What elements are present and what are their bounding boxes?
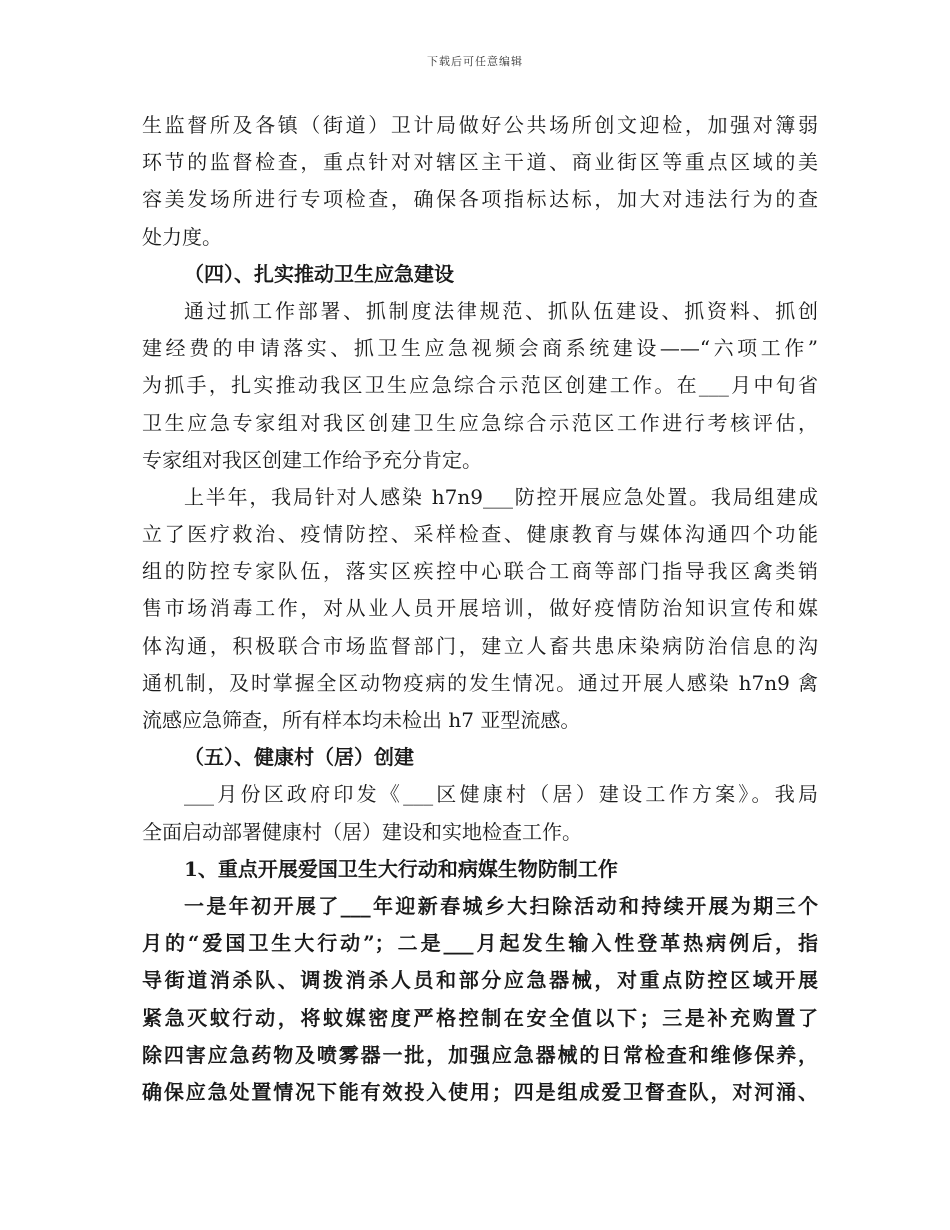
- paragraph-line: 体沟通，积极联合市场监督部门，建立人畜共患床染病防治信息的沟: [142, 633, 818, 658]
- bold-paragraph-line: 导街道消杀队、调拨消杀人员和部分应急器械，对重点防控区域开展: [142, 968, 818, 993]
- paragraph-line: 为抓手，扎实推动我区卫生应急综合示范区创建工作。在___月中旬省: [142, 373, 818, 398]
- bold-paragraph-line: 确保应急处置情况下能有效投入使用；四是组成爱卫督查队，对河涌、: [142, 1079, 818, 1104]
- paragraph-line: 售市场消毒工作，对从业人员开展培训，做好疫情防治知识宣传和媒: [142, 596, 818, 621]
- bold-paragraph-line: 一是年初开展了___年迎新春城乡大扫除活动和持续开展为期三个: [184, 893, 818, 918]
- paragraph-line: 立了医疗救治、疫情防控、采样检查、健康教育与媒体沟通四个功能: [142, 522, 818, 547]
- paragraph-line: 全面启动部署健康村（居）建设和实地检查工作。: [142, 819, 582, 844]
- paragraph-line: 通机制，及时掌握全区动物疫病的发生情况。通过开展人感染 h7n9 禽: [142, 670, 818, 695]
- paragraph-line: 通过抓工作部署、抓制度法律规范、抓队伍建设、抓资料、抓创: [184, 298, 818, 323]
- paragraph-line: 生监督所及各镇（街道）卫计局做好公共场所创文迎检，加强对簿弱: [142, 113, 818, 137]
- section-heading-5: （五）、健康村（居）创建: [184, 745, 414, 770]
- paragraph-line: 专家组对我区创建工作给予充分肯定。: [142, 447, 482, 472]
- paragraph-line: 建经费的申请落实、抓卫生应急视频会商系统建设——“六项工作”: [142, 336, 818, 361]
- bold-paragraph-line: 月的“爱国卫生大行动”；二是___月起发生输入性登革热病例后，指: [142, 931, 818, 956]
- bold-paragraph-line: 除四害应急药物及喷雾器一批，加强应急器械的日常检查和维修保养，: [142, 1042, 818, 1067]
- paragraph-line: ___月份区政府印发《___区健康村（居）建设工作方案》。我局: [184, 782, 818, 807]
- bold-paragraph-line: 紧急灭蚊行动，将蚊媒密度严格控制在安全值以下；三是补充购置了: [142, 1005, 818, 1030]
- paragraph-line: 上半年，我局针对人感染 h7n9___防控开展应急处置。我局组建成: [184, 484, 818, 509]
- section-heading-4: （四）、扎实推动卫生应急建设: [184, 261, 454, 286]
- paragraph-line: 容美发场所进行专项检查，确保各项指标达标，加大对违法行为的查: [142, 187, 818, 212]
- paragraph-line: 处力度。: [142, 224, 222, 249]
- page-header: 下载后可任意编辑: [427, 55, 523, 68]
- paragraph-line: 组的防控专家队伍，落实区疾控中心联合工商等部门指导我区禽类销: [142, 559, 818, 584]
- subsection-heading-1: 1、重点开展爱国卫生大行动和病媒生物防制工作: [184, 856, 618, 881]
- paragraph-line: 流感应急筛查，所有样本均未检出 h7 亚型流感。: [142, 708, 581, 732]
- document-body: [142, 107, 818, 1111]
- paragraph-line: 卫生应急专家组对我区创建卫生应急综合示范区工作进行考核评估，: [142, 410, 818, 435]
- paragraph-line: 环节的监督检查，重点针对对辖区主干道、商业街区等重点区域的美: [142, 150, 818, 175]
